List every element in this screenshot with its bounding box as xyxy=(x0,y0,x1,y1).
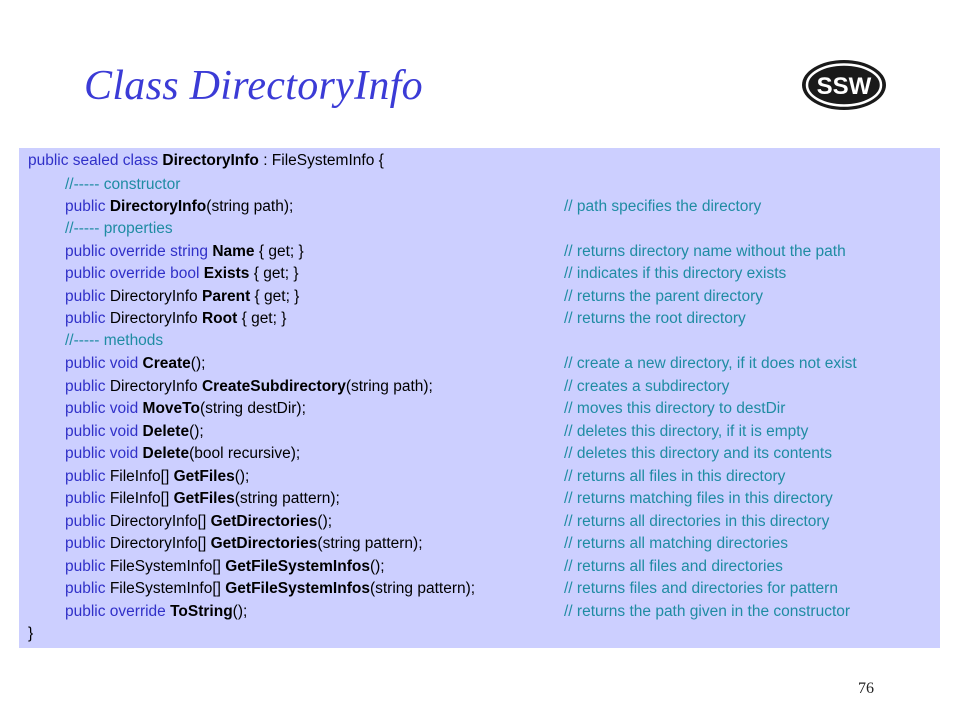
method-name: MoveTo xyxy=(142,400,200,417)
method-comment: // returns all directories in this directory xyxy=(564,512,830,530)
slide-title: Class DirectoryInfo xyxy=(84,63,423,109)
property-parent-line: public DirectoryInfo Parent { get; } // returns the parent directory xyxy=(65,288,764,305)
method-line: public void Delete(bool recursive); // deletes this directory and its contents xyxy=(65,443,935,465)
method-name: Create xyxy=(142,355,191,372)
method-name: Delete xyxy=(142,422,190,440)
method-line: public DirectoryInfo CreateSubdirectory(string path); // creates a subdirectory xyxy=(65,376,935,398)
method-comment: // deletes this directory and its contents xyxy=(564,445,832,462)
method-line: public void Create(); // create a new directory, if it does not exist xyxy=(65,353,935,375)
method-name: Delete xyxy=(142,445,190,462)
method-comment: // deletes this directory, if it is empty xyxy=(564,422,809,440)
method-comment: // returns all matching directories xyxy=(564,535,788,552)
logo-text: SSW xyxy=(816,73,872,100)
ssw-logo xyxy=(800,58,888,112)
method-comment: // returns all files and directories xyxy=(564,557,783,575)
property-root-line: public DirectoryInfo Root { get; } // returns the root directory xyxy=(65,310,746,327)
class-closing-brace: } xyxy=(28,625,34,642)
method-comment: // moves this directory to destDir xyxy=(564,400,786,417)
method-comment: // create a new directory, if it does not exist xyxy=(564,355,857,372)
method-line: public void Delete(); // deletes this directory, if it is empty xyxy=(65,421,935,443)
method-line: public DirectoryInfo[] GetDirectories(string pattern); // returns all matching directories xyxy=(65,533,935,555)
method-name: ToString xyxy=(170,602,233,620)
method-comment: // returns matching files in this directory xyxy=(564,490,833,507)
method-comment: // returns files and directories for pattern xyxy=(564,580,838,597)
code-block xyxy=(19,148,940,648)
method-name: CreateSubdirectory xyxy=(201,377,346,395)
property-exists-line: public override bool Exists { get; } // indicates if this directory exists xyxy=(65,265,787,282)
property-name-line: public override string Name { get; } // returns directory name without the path xyxy=(65,243,846,260)
method-comment: // creates a subdirectory xyxy=(564,377,730,395)
constructor-line: public DirectoryInfo(string path); // path specifies the directory xyxy=(65,198,762,215)
class-declaration: public sealed class DirectoryInfo : FileSystemInfo { xyxy=(28,152,384,169)
method-name: GetDirectories xyxy=(210,512,318,530)
method-name: GetDirectories xyxy=(210,535,318,552)
method-line: public void MoveTo(string destDir); // moves this directory to destDir xyxy=(65,398,935,420)
section-label-constructor: //----- constructor xyxy=(65,176,181,193)
method-comment: // returns all files in this directory xyxy=(564,467,786,485)
method-line: public FileInfo[] GetFiles(string pattern); // returns matching files in this directory xyxy=(65,488,935,510)
method-line: public FileSystemInfo[] GetFileSystemInfos(string pattern); // returns files and directories for pattern xyxy=(65,578,935,600)
section-label-methods: //----- methods xyxy=(65,332,164,349)
method-line: public FileSystemInfo[] GetFileSystemInfos(); // returns all files and directories xyxy=(65,556,935,578)
method-comment: // returns the path given in the constructor xyxy=(564,602,851,620)
method-name: GetFileSystemInfos xyxy=(225,580,370,597)
method-line: public override ToString(); // returns the path given in the constructor xyxy=(65,601,935,623)
method-name: GetFileSystemInfos xyxy=(225,557,370,575)
method-name: GetFiles xyxy=(173,490,235,507)
method-name: GetFiles xyxy=(173,467,235,485)
method-line: public FileInfo[] GetFiles(); // returns all files in this directory xyxy=(65,466,935,488)
page-number: 76 xyxy=(858,680,874,697)
method-line: public DirectoryInfo[] GetDirectories(); // returns all directories in this directory xyxy=(65,511,935,533)
section-label-properties: //----- properties xyxy=(65,220,173,237)
